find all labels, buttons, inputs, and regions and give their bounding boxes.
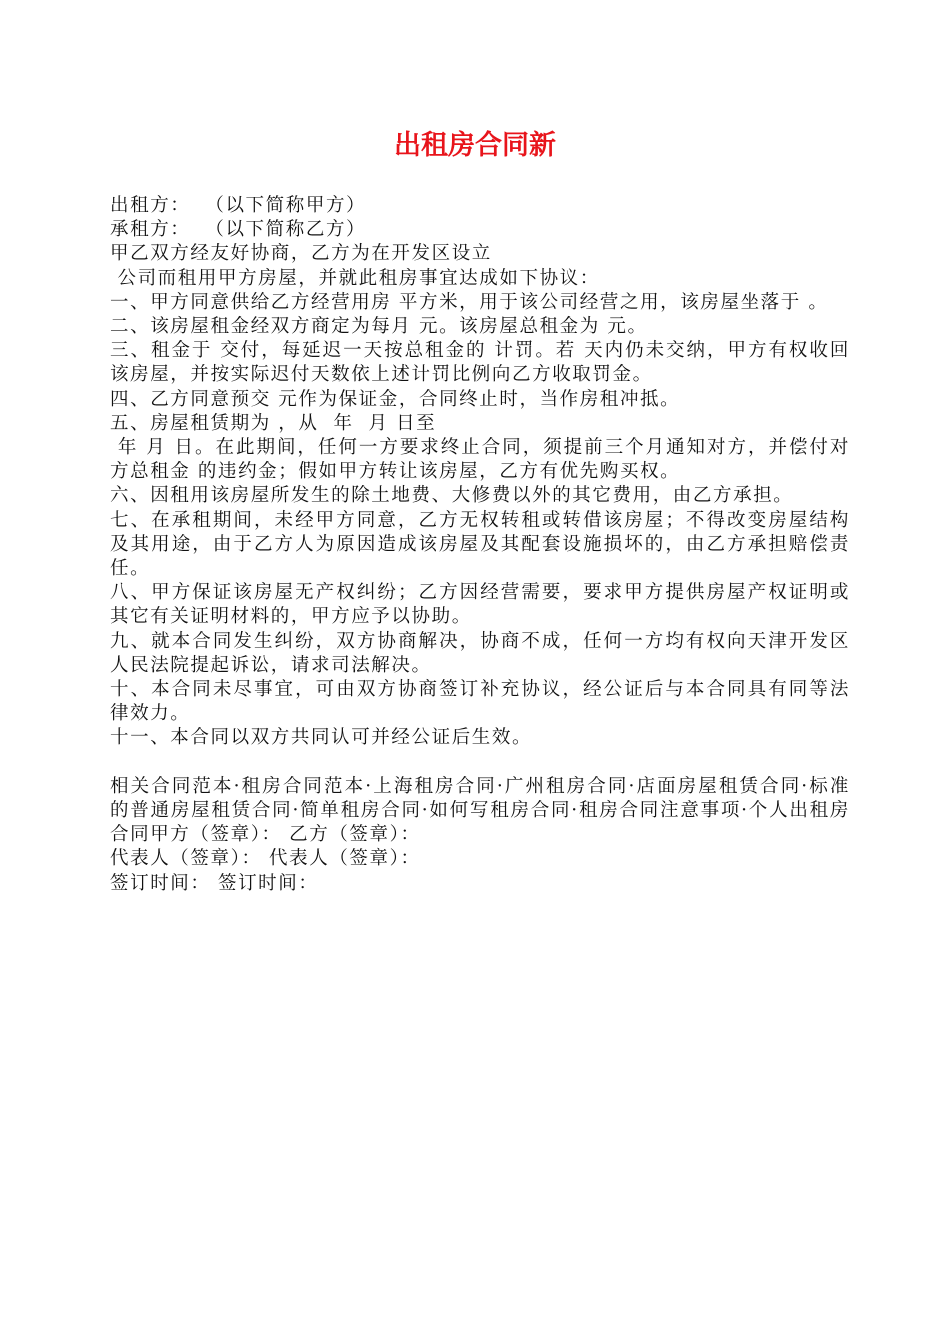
signing-time-line: 签订时间： 签订时间： <box>110 872 319 894</box>
lessor-line: 出租方： （以下简称甲方） <box>110 195 367 216</box>
clause-4: 四、乙方同意预交 元作为保证金，合同终止时，当作房租冲抵。 <box>110 388 681 410</box>
contract-body <box>110 194 850 896</box>
clause-8: 八、甲方保证该房屋无产权纠纷；乙方因经营需要，要求甲方提供房屋产权证明或其它有关证明材料的，甲方应予以协助。 <box>110 582 850 628</box>
clause-3: 三、租金于 交付，每延迟一天按总租金的 计罚。若 天内仍未交纳，甲方有权收回该房屋，并按实际迟付天数依上述计罚比例向乙方收取罚金。 <box>110 340 850 386</box>
clause-5-continued: 年 月 日。在此期间，任何一方要求终止合同，须提前三个月通知对方，并偿付对方总租金 的违约金；假如甲方转让该房屋，乙方有优先购买权。 <box>110 437 851 483</box>
blank-line <box>110 751 850 775</box>
clause-10: 十、本合同未尽事宜，可由双方协商签订补充协议，经公证后与本合同具有同等法律效力。 <box>110 679 850 725</box>
intro-line-continued: 公司而租用甲方房屋，并就此租房事宜达成如下协议： <box>110 267 600 289</box>
related-templates: 相关合同范本·租房合同范本·上海租房合同·广州租房合同·店面房屋租赁合同·标准的普通房屋租赁合同·简单租房合同·如何写租房合同·租房合同注意事项·个人出租房合同甲方（签章）： 乙方（签章）： <box>110 775 850 846</box>
lessee-line: 承租方： （以下简称乙方） <box>110 219 367 241</box>
intro-line: 甲乙双方经友好协商，乙方为在开发区设立 <box>110 243 492 265</box>
clause-11: 十一、本合同以双方共同认可并经公证后生效。 <box>110 727 533 749</box>
clause-6: 六、因租用该房屋所发生的除土地费、大修费以外的其它费用，由乙方承担。 <box>110 485 794 507</box>
clause-1: 一、甲方同意供给乙方经营用房 平方米，用于该公司经营之用，该房屋坐落于 。 <box>110 291 829 313</box>
clause-2: 二、该房屋租金经双方商定为每月 元。该房屋总租金为 元。 <box>110 316 648 338</box>
representatives-line: 代表人（签章）： 代表人（签章）： <box>110 848 421 870</box>
clause-7: 七、在承租期间，未经甲方同意，乙方无权转租或转借该房屋；不得改变房屋结构及其用途，由于乙方人为原因造成该房屋及其配套设施损坏的，由乙方承担赔偿责任。 <box>110 509 850 580</box>
clause-9: 九、就本合同发生纠纷，双方协商解决，协商不成，任何一方均有权向天津开发区人民法院提起诉讼，请求司法解决。 <box>110 630 850 676</box>
document-title: 出租房合同新 <box>394 130 556 161</box>
clause-5: 五、房屋租赁期为 ，从 年 月 日至 <box>110 412 437 434</box>
